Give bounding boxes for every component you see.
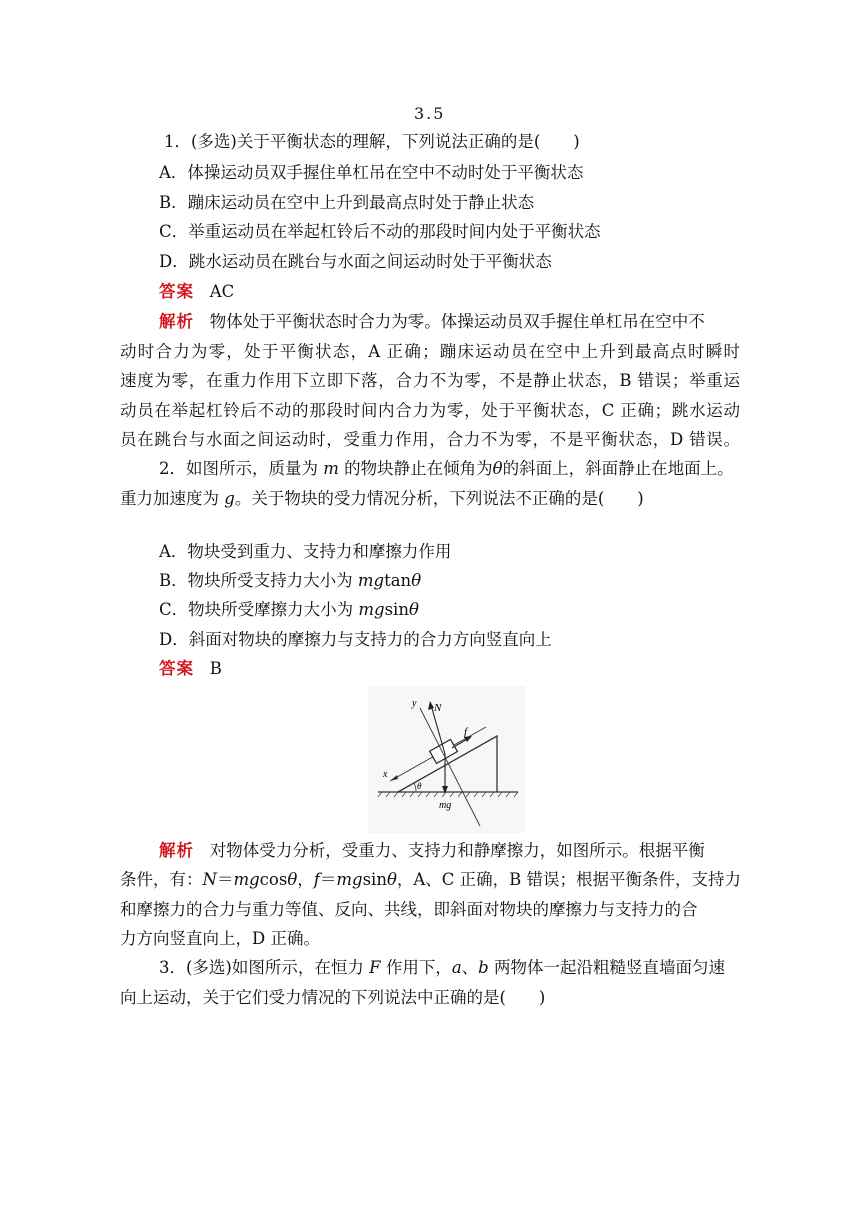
q2-stem-line-1: 2．如图所示，质量为 m 的物块静止在倾角为θ的斜面上，斜面静止在地面上。 <box>159 459 734 478</box>
q1-option-a: A．体操运动员双手握住单杠吊在空中不动时处于平衡状态 <box>159 163 584 182</box>
answer-label: 答案 <box>159 282 194 301</box>
q2-answer <box>159 659 222 679</box>
q1-analysis-line-2: 动时合力为零，处于平衡状态，A 正确；蹦床运动员在空中上升到最高点时瞬时 <box>120 342 740 361</box>
label-theta: θ <box>417 781 422 791</box>
q1-answer <box>159 282 234 302</box>
q2-option-a: A．物块受到重力、支持力和摩擦力作用 <box>159 542 452 561</box>
q2-analysis-line-3: 和摩擦力的合力与重力等值、反向、共线，即斜面对物块的摩擦力与支持力的合 <box>120 900 698 919</box>
q1-analysis-line-4: 动员在举起杠铃后不动的那段时间内合力为零，处于平衡状态，C 正确；跳水运动 <box>120 401 740 420</box>
q1-analysis-line-5: 员在跳台与水面之间运动时，受重力作用，合力不为零，不是平衡状态，D 错误。 <box>120 430 740 449</box>
analysis-text: 物体处于平衡状态时合力为零。体操运动员双手握住单杠吊在空中不 <box>209 312 705 331</box>
q2-stem-line-2: 重力加速度为 g。关于物块的受力情况分析，下列说法不正确的是( ) <box>120 489 644 508</box>
q2-option-b: B．物块所受支持力大小为 mgtanθ <box>159 571 422 590</box>
analysis-label: 解析 <box>159 841 194 860</box>
analysis-label: 解析 <box>159 312 194 331</box>
answer-value: AC <box>209 282 235 301</box>
label-f: f <box>464 726 468 738</box>
label-mg: mg <box>439 800 452 811</box>
q1-stem: 1．(多选)关于平衡状态的理解，下列说法正确的是( ) <box>164 132 580 151</box>
label-N: N <box>434 702 442 714</box>
q2-analysis-line-1: 解析 对物体受力分析，受重力、支持力和静摩擦力，如图所示。根据平衡 <box>159 841 705 860</box>
incline-force-diagram <box>368 686 525 833</box>
label-y: y <box>412 698 417 709</box>
label-x: x <box>383 769 388 780</box>
answer-value: B <box>209 659 222 678</box>
q1-option-c: C．举重运动员在举起杠铃后不动的那段时间内处于平衡状态 <box>159 222 601 241</box>
q1-analysis-line-3: 速度为零，在重力作用下立即下落，合力不为零，不是静止状态，B 错误；举重运 <box>120 371 740 390</box>
q2-option-c: C．物块所受摩擦力大小为 mgsinθ <box>159 600 419 619</box>
q1-option-b: B．蹦床运动员在空中上升到最高点时处于静止状态 <box>159 193 535 212</box>
q3-stem-line-1: 3．(多选)如图所示，在恒力 F 作用下，a、b 两物体一起沿粗糙竖直墙面匀速 <box>159 958 725 977</box>
q2-analysis-line-4: 力方向竖直向上，D 正确。 <box>120 929 320 948</box>
q1-analysis-line-1 <box>159 312 705 332</box>
section-number: 3.5 <box>414 104 446 123</box>
q3-stem-line-2: 向上运动，关于它们受力情况的下列说法中正确的是( ) <box>120 988 546 1007</box>
answer-label: 答案 <box>159 659 194 678</box>
q1-option-d: D．跳水运动员在跳台与水面之间运动时处于平衡状态 <box>159 252 552 271</box>
q2-analysis-line-2: 条件，有：N＝mgcosθ，f＝mgsinθ，A、C 正确，B 错误；根据平衡条件，支持力 <box>120 870 742 889</box>
q2-option-d: D．斜面对物块的摩擦力与支持力的合力方向竖直向上 <box>159 630 552 649</box>
